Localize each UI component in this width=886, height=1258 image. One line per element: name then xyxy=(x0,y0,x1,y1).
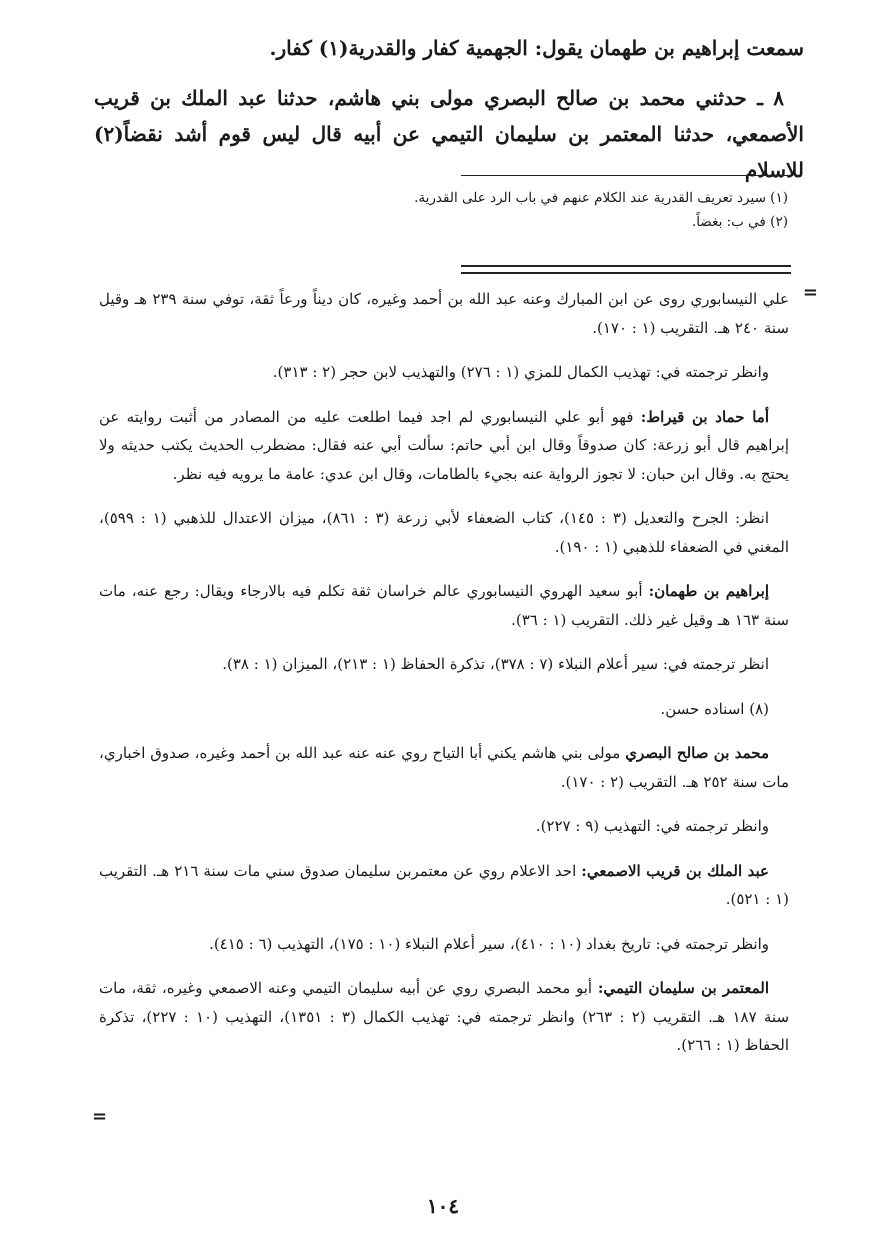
note-paragraph: وانظر ترجمته في: تهذيب الكمال للمزي (١ : ٢٧٦) والتهذيب لابن حجر (٢ : ٣١٣). xyxy=(272,363,769,381)
footnotes xyxy=(98,186,788,234)
continuation-mark-top: = xyxy=(802,282,818,303)
note-body: احد الاعلام روي عن معتمربن سليمان صدوق سني مات سنة ٢١٦ هـ. التقريب (١ : ٥٢١). xyxy=(99,861,789,908)
note-paragraph xyxy=(99,577,789,634)
note-term: أما حماد بن قيراط: xyxy=(640,407,769,426)
note-paragraph: علي النيسابوري روى عن ابن المبارك وعنه عبد الله بن أحمد وغيره، كان ديناً ورعاً ثقة، توفي سنة ٢٣٩ هـ وقيل سنة ٢٤٠ هـ. التقريب (١ : ١٧٠). xyxy=(99,290,789,337)
note-body: أبو محمد البصري روي عن أبيه سليمان التيمي وعنه الاصمعي وغيره، ثقة، مات سنة ١٨٧ هـ. التقريب (٢ : ٢٦٣) وانظر ترجمته في: تهذيب الكمال (٣ : ١٣٥١)، التهذيب (١٠ : ٢٢٧)، تذكرة الحفاظ (١ : ٢٦٦). xyxy=(99,979,790,1054)
note-body: مولى بني هاشم يكني أبا التياح روي عنه عنه عبد الله بن أحمد وغيره، صدوق اخباري، مات سنة ٢٥٢ هـ. التقريب (٢ : ١٧٠). xyxy=(99,744,789,791)
note-body: أبو سعيد الهروي النيسابوري عالم خراسان ثقة تكلم فيه بالارجاء ويقال: رجع عنه، مات سنة ١٦٣ هـ وقيل غير ذلك. التقريب (١ : ٣٦). xyxy=(99,582,789,629)
note-term: المعتمر بن سليمان التيمي: xyxy=(597,979,770,997)
footnote-separator xyxy=(461,175,791,176)
main-text-line: سمعت إبراهيم بن طهمان يقول: الجهمية كفار والقدرية(١) كفار. xyxy=(269,36,804,60)
note-paragraph xyxy=(99,403,789,489)
note-term: إبراهيم بن طهمان: xyxy=(648,582,770,600)
note-paragraph: انظر ترجمته في: سير أعلام النبلاء (٧ : ٣٧٨)، تذكرة الحفاظ (١ : ٢١٣)، الميزان (١ : ٣٨). xyxy=(222,655,769,673)
notes-separator xyxy=(461,265,791,274)
note-term: عبد الملك بن قريب الاصمعي: xyxy=(581,861,769,880)
note-paragraph xyxy=(99,739,789,796)
page-number: ١٠٤ xyxy=(426,1194,460,1218)
footnote-1: (١) سيرد تعريف القدرية عند الكلام عنهم في باب الرد على القدرية. xyxy=(414,190,788,206)
note-paragraph: (٨) اسناده حسن. xyxy=(660,699,769,718)
note-paragraph: وانظر ترجمته في: تاريخ بغداد (١٠ : ٤١٠)، سير أعلام النبلاء (١٠ : ١٧٥)، التهذيب (٦ : ٤١٥). xyxy=(209,934,769,953)
continuation-mark-bottom: = xyxy=(92,1106,108,1127)
note-paragraph xyxy=(99,974,789,1060)
note-paragraph xyxy=(99,857,789,914)
note-body: فهو أبو علي النيسابوري لم اجد فيما اطلعت عليه من المصادر من أثبت روايته عن إبراهيم قال أبو زرعة: كان صدوقاً وقال ابن أبي حاتم: سألت أبي عنه فقال: مضطرب الحديث يكتب حديثه ولا يحتج به. وقال ابن حبان: لا تجوز الرواية عنه بجيء بالطامات، وقال ابن عدي: عامة ما يرويه فيه نظر. xyxy=(99,407,789,483)
main-text-paragraph-8: ٨ ـ حدثني محمد بن صالح البصري مولى بني هاشم، حدثنا عبد الملك بن قريب الأصمعي، حدثنا المعتمر بن سليمان التيمي عن أبيه قال ليس قوم أشد نقضاً(٢) للاسلام xyxy=(94,86,804,182)
note-paragraph: وانظر ترجمته في: التهذيب (٩ : ٢٢٧). xyxy=(535,817,769,835)
footnote-2: (٢) في ب: بغضاً. xyxy=(691,214,788,230)
note-paragraph: انظر: الجرح والتعديل (٣ : ١٤٥)، كتاب الضعفاء لأبي زرعة (٣ : ٨٦١)، ميزان الاعتدال للذهبي (١ : ٥٩٩)، المغني في الضعفاء للذهبي (١ : ١٩٠). xyxy=(99,509,789,556)
notes-section xyxy=(99,285,789,1076)
note-term: محمد بن صالح البصري xyxy=(625,744,770,762)
